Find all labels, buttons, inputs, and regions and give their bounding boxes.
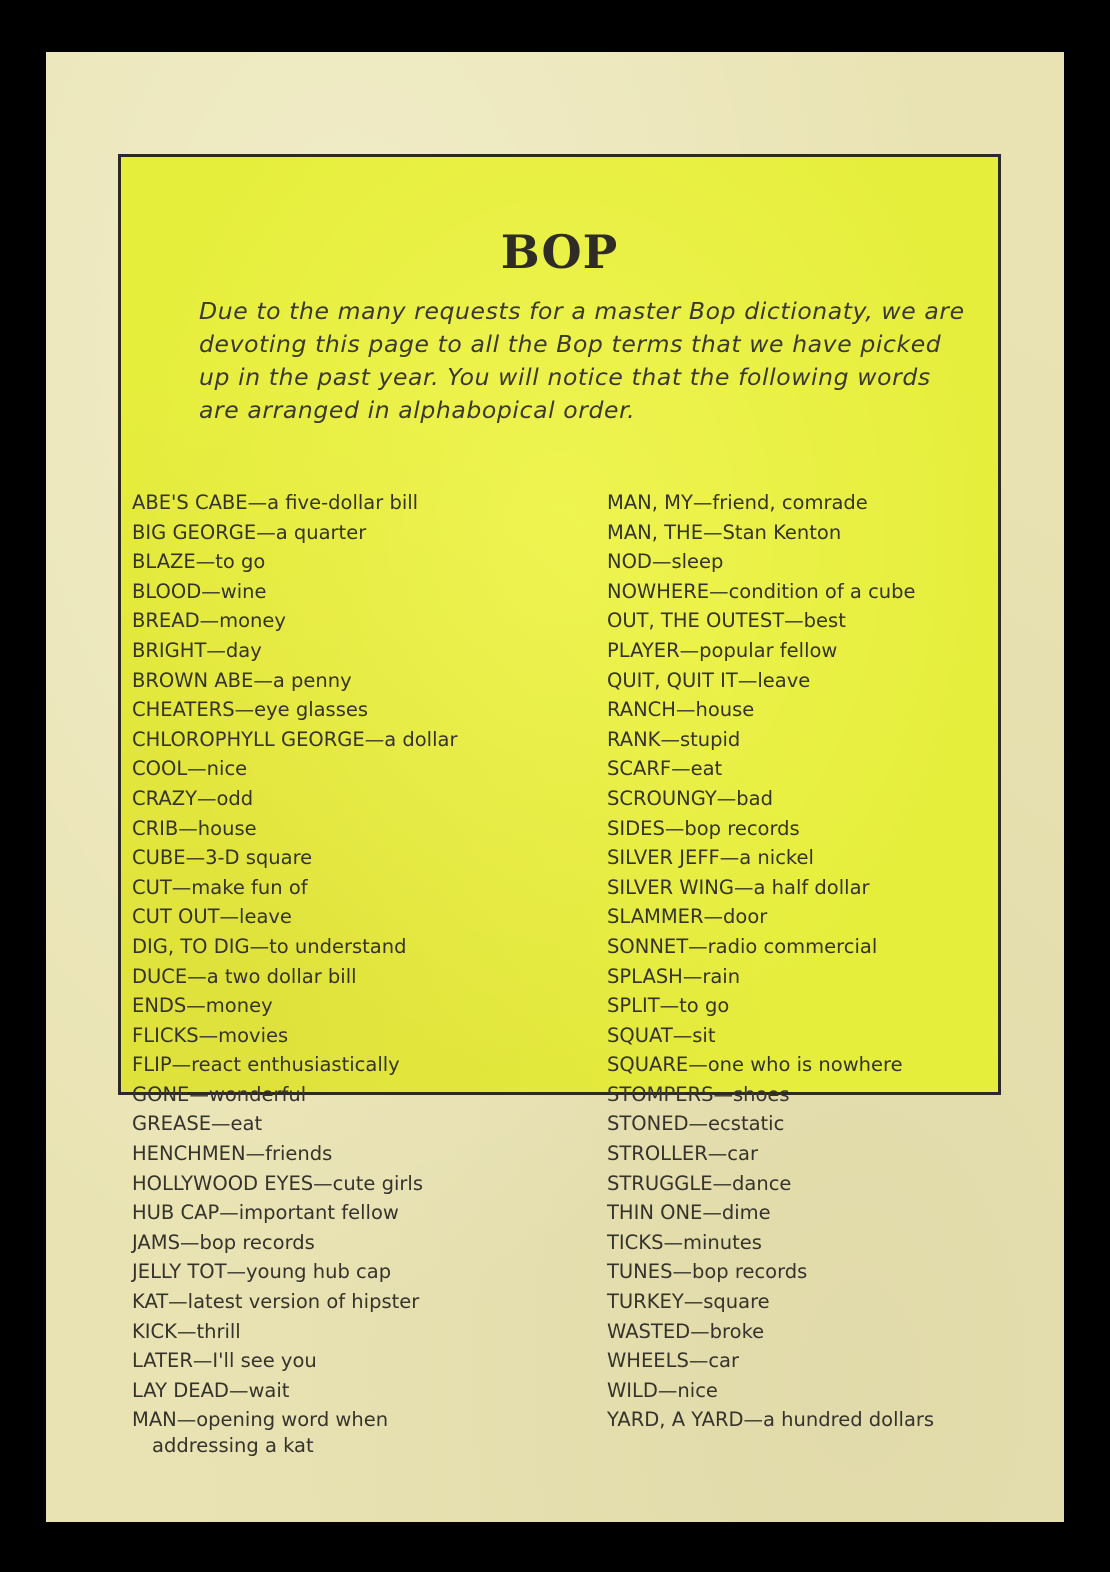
glossary-entry-text: COOL—nice bbox=[132, 757, 248, 781]
glossary-entry-text: SQUARE—one who is nowhere bbox=[607, 1053, 903, 1077]
page-sheet bbox=[46, 52, 1064, 1522]
glossary-entry bbox=[130, 1405, 570, 1460]
glossary-entry bbox=[605, 1346, 1005, 1376]
glossary-entry bbox=[605, 1109, 1005, 1139]
glossary-entry bbox=[605, 518, 1005, 548]
glossary-entry bbox=[130, 1287, 570, 1317]
bop-dictionary-panel bbox=[118, 154, 1001, 1457]
glossary-entry-text: STOMPERS—shoes bbox=[607, 1082, 790, 1106]
glossary-entry bbox=[130, 1198, 570, 1228]
glossary-entry-text: SONNET—radio commercial bbox=[607, 934, 878, 958]
glossary-right-column bbox=[605, 488, 1005, 1435]
glossary-entry bbox=[605, 606, 1005, 636]
glossary-entry-text: DUCE—a two dollar bill bbox=[132, 964, 357, 988]
glossary-entry-text: SCARF—eat bbox=[607, 757, 723, 781]
glossary-entry-text: JELLY TOT—young hub cap bbox=[132, 1260, 392, 1284]
glossary-entry bbox=[605, 547, 1005, 577]
glossary-entry-text: SIDES—bop records bbox=[607, 816, 800, 840]
glossary-entry bbox=[605, 1317, 1005, 1347]
glossary-entry-text: MAN, MY—friend, comrade bbox=[607, 491, 868, 514]
glossary-entry bbox=[130, 991, 570, 1021]
glossary-entry bbox=[130, 725, 570, 755]
glossary-entry-text: CHLOROPHYLL GEORGE—a dollar bbox=[132, 727, 458, 751]
glossary-entry-text: KAT—latest version of hipster bbox=[132, 1290, 420, 1314]
glossary-entry-text: KICK—thrill bbox=[132, 1319, 241, 1343]
glossary-entry bbox=[605, 1139, 1005, 1169]
glossary-entry bbox=[130, 902, 570, 932]
glossary-entry-text: STROLLER—car bbox=[607, 1142, 758, 1166]
glossary-entry-text: BREAD—money bbox=[132, 609, 286, 633]
glossary-entry-text: LATER—I'll see you bbox=[132, 1349, 317, 1373]
glossary-entry-text: BLAZE—to go bbox=[132, 550, 266, 574]
glossary-entry bbox=[130, 1021, 570, 1051]
glossary-entry bbox=[605, 577, 1005, 607]
glossary-entry bbox=[605, 725, 1005, 755]
glossary-entry-text: OUT, THE OUTEST—best bbox=[607, 609, 846, 633]
glossary-entry-text: CUT OUT—leave bbox=[132, 905, 292, 929]
glossary-entry-text: NOWHERE—condition of a cube bbox=[607, 579, 916, 603]
glossary-entry bbox=[130, 488, 570, 518]
glossary-entry-text: CRIB—house bbox=[132, 816, 257, 840]
glossary-entry-text: STRUGGLE—dance bbox=[607, 1171, 792, 1195]
glossary-entry bbox=[130, 843, 570, 873]
glossary-entry-text: SCROUNGY—bad bbox=[607, 786, 774, 810]
glossary-entry-text: CRAZY—odd bbox=[132, 786, 254, 810]
glossary-entry-text: FLICKS—movies bbox=[132, 1023, 289, 1047]
page-title: BOP bbox=[500, 225, 619, 279]
glossary-entry bbox=[130, 784, 570, 814]
glossary-entry bbox=[130, 1346, 570, 1376]
glossary-entry bbox=[605, 1376, 1005, 1406]
glossary-entry-text: MAN—opening word when bbox=[132, 1408, 389, 1432]
glossary-entry-text: WASTED—broke bbox=[607, 1319, 765, 1343]
glossary-entry bbox=[605, 991, 1005, 1021]
glossary-entry bbox=[130, 814, 570, 844]
glossary-entry-text: NOD—sleep bbox=[607, 550, 724, 574]
glossary-entry bbox=[130, 754, 570, 784]
glossary-entry-text: TUNES—bop records bbox=[607, 1260, 808, 1284]
glossary-entry-text: RANCH—house bbox=[607, 698, 755, 722]
glossary-entry bbox=[130, 1050, 570, 1080]
glossary-entry bbox=[605, 754, 1005, 784]
glossary-entry-text: DIG, TO DIG—to understand bbox=[132, 934, 407, 958]
glossary-entry bbox=[605, 814, 1005, 844]
glossary-entry bbox=[130, 1080, 570, 1110]
glossary-entry-text: FLIP—react enthusiastically bbox=[132, 1053, 400, 1077]
glossary-entry bbox=[130, 577, 570, 607]
glossary-entry-text: TICKS—minutes bbox=[607, 1230, 762, 1254]
glossary-entry-text: YARD, A YARD—a hundred dollars bbox=[607, 1408, 935, 1432]
glossary-entry bbox=[605, 1050, 1005, 1080]
glossary-entry-text: GREASE—eat bbox=[132, 1112, 263, 1136]
glossary-entry bbox=[605, 784, 1005, 814]
glossary-entry bbox=[130, 636, 570, 666]
glossary-entry-text: CUT—make fun of bbox=[132, 875, 308, 899]
glossary-entry bbox=[605, 1198, 1005, 1228]
glossary-entry-text: ABE'S CABE—a five-dollar bill bbox=[132, 491, 419, 514]
glossary-entry bbox=[605, 1405, 1005, 1435]
glossary-entry bbox=[130, 606, 570, 636]
glossary-entry-text: SPLASH—rain bbox=[607, 964, 741, 988]
glossary-entry-text: RANK—stupid bbox=[607, 727, 741, 751]
glossary-entry bbox=[605, 488, 1005, 518]
glossary-entry bbox=[605, 666, 1005, 696]
glossary-entry bbox=[605, 843, 1005, 873]
glossary-entry bbox=[605, 1021, 1005, 1051]
glossary-entry-text: WILD—nice bbox=[607, 1378, 718, 1402]
glossary-entry-text: SPLIT—to go bbox=[607, 994, 730, 1018]
glossary-entry bbox=[605, 636, 1005, 666]
glossary-entry bbox=[130, 932, 570, 962]
glossary-entry-text: TURKEY—square bbox=[607, 1290, 770, 1314]
glossary-entry-text: SILVER JEFF—a nickel bbox=[607, 846, 814, 870]
glossary-entry bbox=[605, 902, 1005, 932]
glossary-entry-text: GONE—wonderful bbox=[132, 1082, 307, 1106]
glossary-entry-text: THIN ONE—dime bbox=[607, 1201, 771, 1225]
glossary-entry bbox=[130, 962, 570, 992]
glossary-entry-text: HUB CAP—important fellow bbox=[132, 1201, 399, 1225]
glossary-entry-text: PLAYER—popular fellow bbox=[607, 638, 838, 662]
glossary-entry-text: HOLLYWOOD EYES—cute girls bbox=[132, 1171, 423, 1195]
glossary-entry-text: ENDS—money bbox=[132, 994, 273, 1018]
glossary-entry-text: LAY DEAD—wait bbox=[132, 1378, 290, 1402]
glossary-entry bbox=[130, 1257, 570, 1287]
glossary-entry-text: STONED—ecstatic bbox=[607, 1112, 785, 1136]
glossary-entry bbox=[130, 1169, 570, 1199]
glossary-left-column bbox=[130, 488, 570, 1461]
glossary-entry-text: MAN, THE—Stan Kenton bbox=[607, 520, 842, 544]
glossary-entry-text: HENCHMEN—friends bbox=[132, 1142, 333, 1166]
glossary-entry bbox=[605, 873, 1005, 903]
glossary-entry-text: SILVER WING—a half dollar bbox=[607, 875, 870, 899]
glossary-entry-text: SLAMMER—door bbox=[607, 905, 768, 929]
glossary-entry-text: SQUAT—sit bbox=[607, 1023, 716, 1047]
glossary-entry bbox=[130, 695, 570, 725]
glossary-entry-text: WHEELS—car bbox=[607, 1349, 740, 1373]
glossary-entry bbox=[130, 1317, 570, 1347]
glossary-entry bbox=[605, 962, 1005, 992]
glossary-entry bbox=[605, 932, 1005, 962]
glossary-entry-text: BIG GEORGE—a quarter bbox=[132, 520, 367, 544]
glossary-entry bbox=[605, 1080, 1005, 1110]
glossary-entry-text: CUBE—3-D square bbox=[132, 846, 313, 870]
glossary-entry bbox=[605, 1257, 1005, 1287]
glossary-entry-text: QUIT, QUIT IT—leave bbox=[607, 668, 811, 692]
glossary-entry bbox=[130, 1139, 570, 1169]
glossary-entry-text: BROWN ABE—a penny bbox=[132, 668, 352, 692]
glossary-entry bbox=[130, 666, 570, 696]
glossary-entry-text: JAMS—bop records bbox=[132, 1230, 315, 1254]
glossary-entry bbox=[605, 1169, 1005, 1199]
glossary-entry-text: CHEATERS—eye glasses bbox=[132, 698, 369, 722]
intro-paragraph: Due to the many requests for a master Bop dictionaty, we are devoting this page to all the Bop terms that we have picked up in the past year. You will notice that the following words are arranged in alphabopical order. bbox=[199, 297, 965, 424]
glossary-entry bbox=[605, 1228, 1005, 1258]
glossary-entry bbox=[605, 1287, 1005, 1317]
glossary-entry bbox=[130, 873, 570, 903]
glossary-entry bbox=[130, 518, 570, 548]
glossary-entry-text: BLOOD—wine bbox=[132, 579, 267, 603]
glossary-entry bbox=[130, 1228, 570, 1258]
glossary-entry bbox=[605, 695, 1005, 725]
glossary-entry bbox=[130, 547, 570, 577]
glossary-entry-continuation: addressing a kat bbox=[152, 1434, 314, 1457]
glossary-entry bbox=[130, 1109, 570, 1139]
glossary-entry bbox=[130, 1376, 570, 1406]
glossary-entry-text: BRIGHT—day bbox=[132, 638, 262, 662]
